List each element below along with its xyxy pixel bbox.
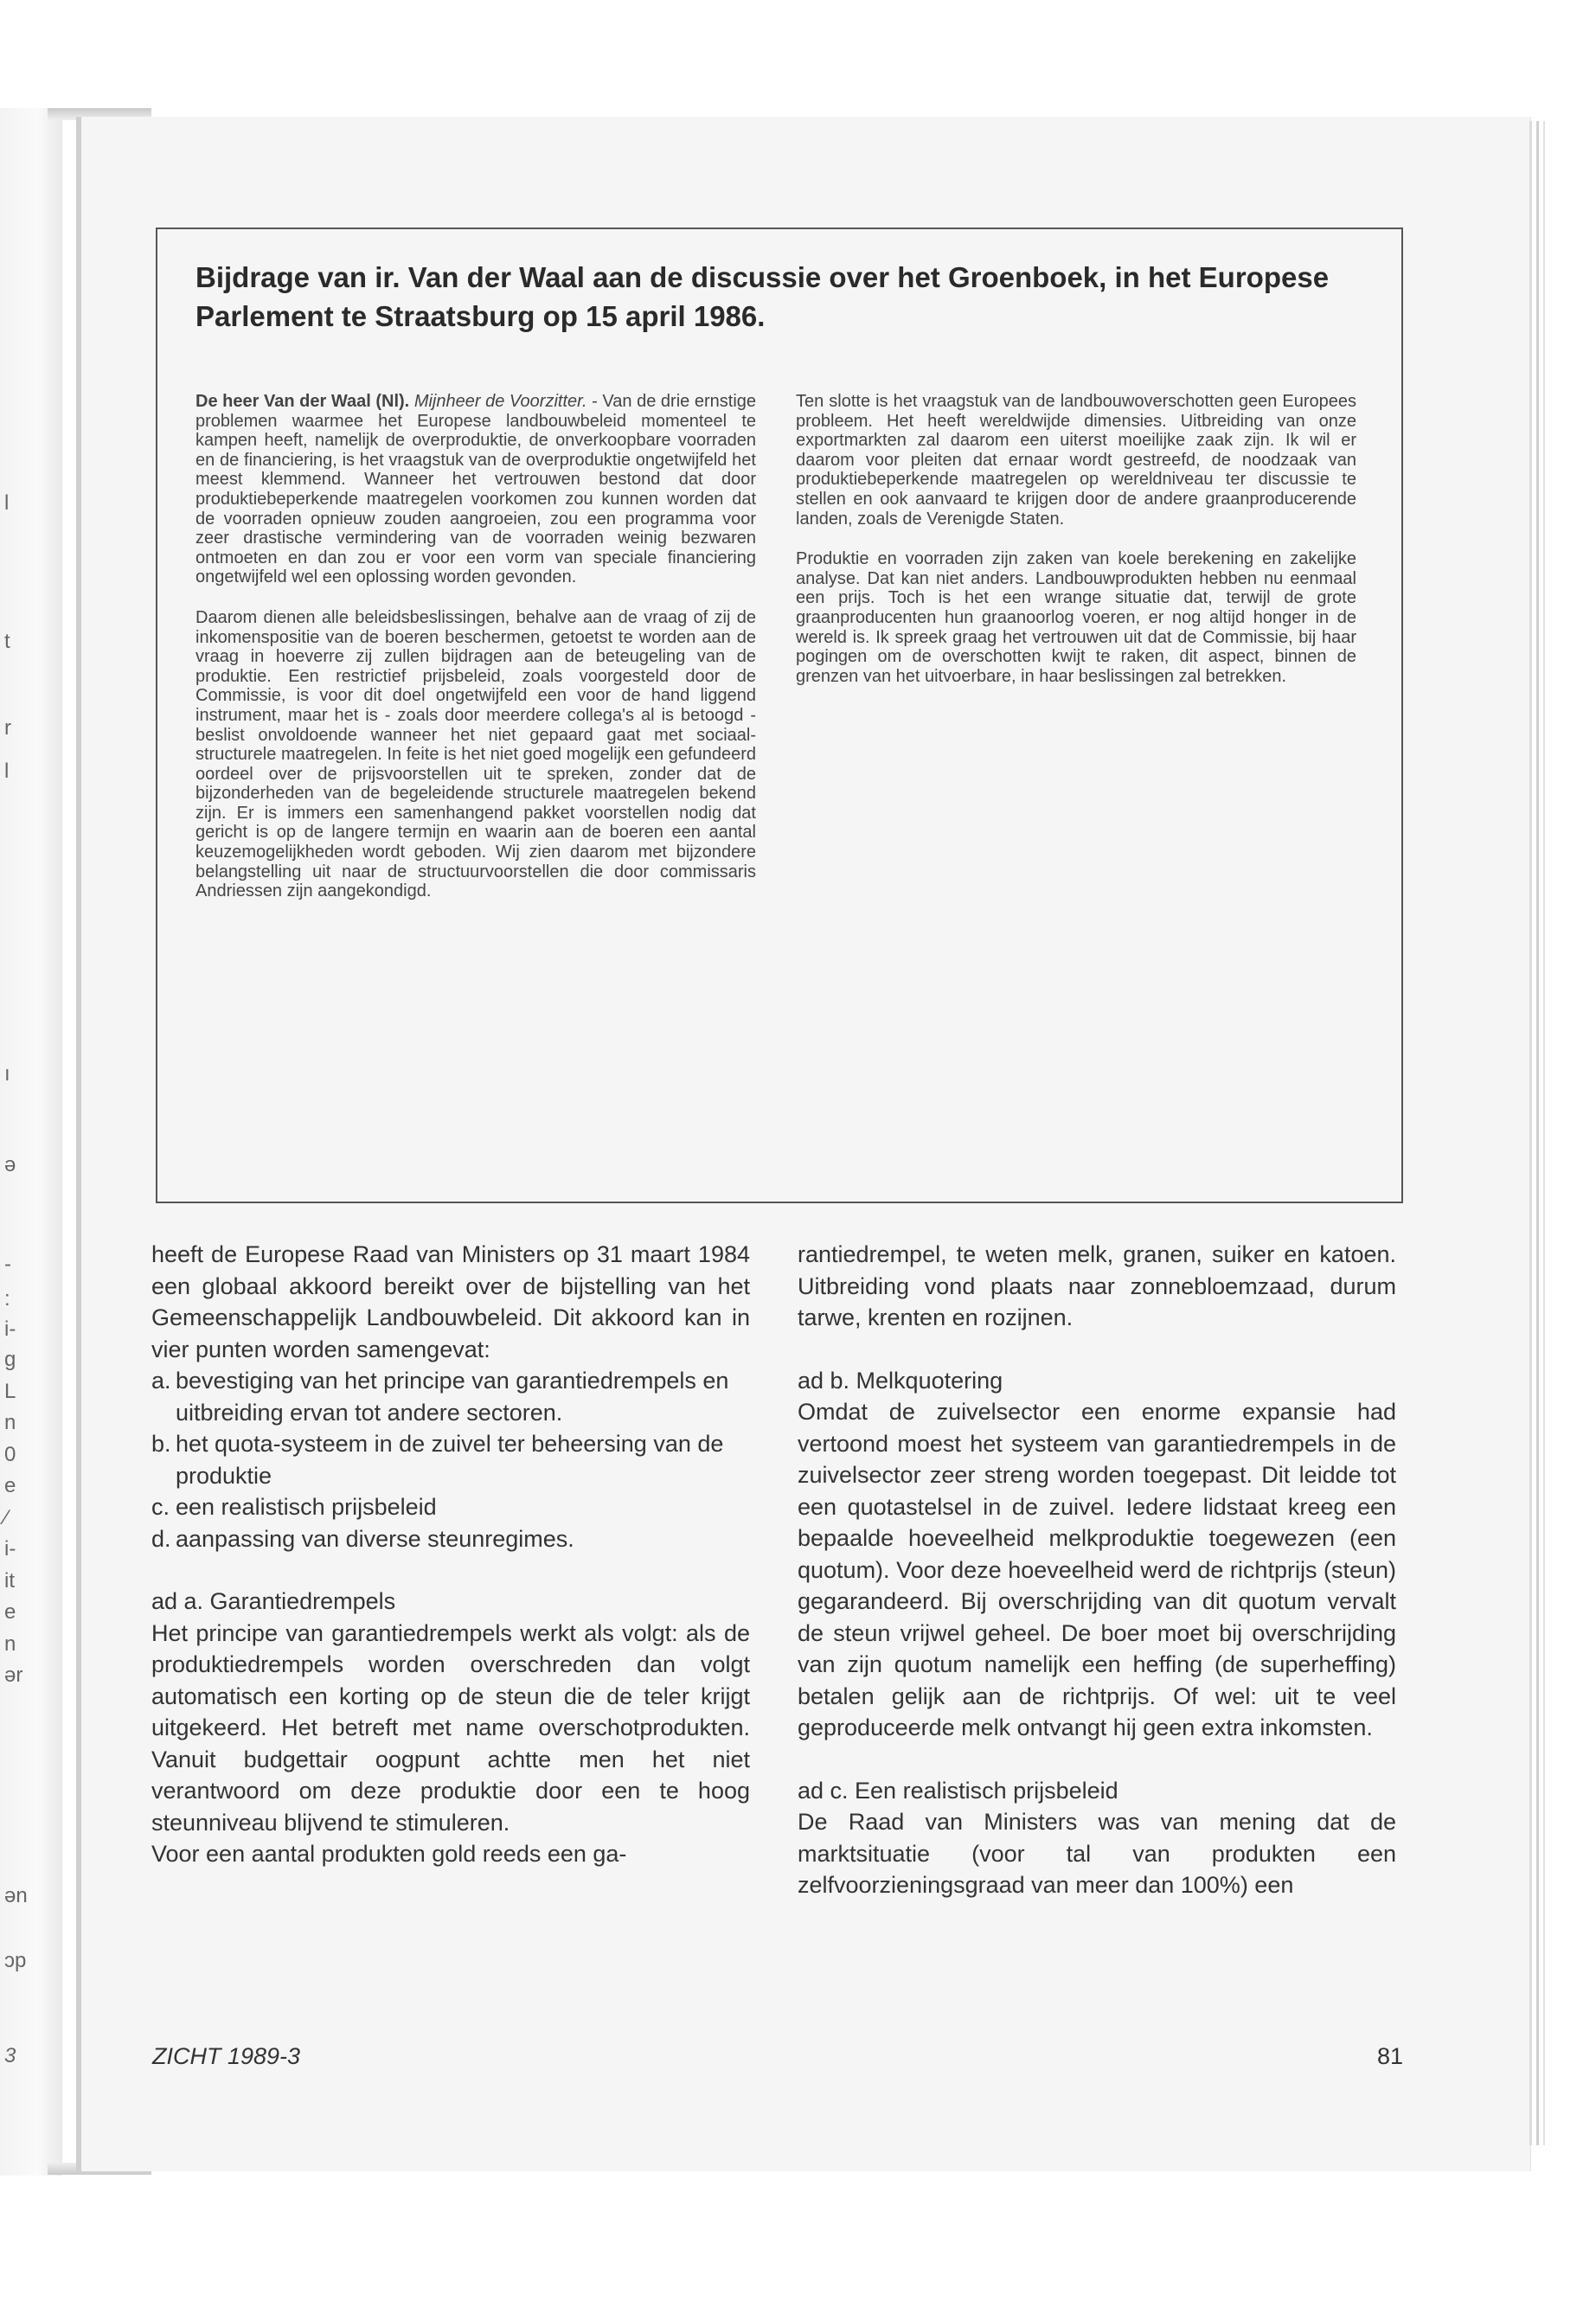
list-marker: b.: [151, 1431, 171, 1457]
speech-paragraph: [195, 392, 756, 587]
list-item: [151, 1365, 750, 1428]
section-text-ad-a: Het principe van garantiedrempels werkt als volgt: als de produktiedrempels worden overschreden dan volgt automatisch een korting op de steun die de teler krijgt uitgekeerd. Het betreft met name overschotprodukten. Vanuit budgettair oogpunt achtte men het niet verantwoord om deze produktie door een te hoog steunniveau blijvend te stimuleren.: [151, 1619, 750, 1836]
fragment: r: [4, 716, 11, 740]
journal-footer: ZICHT 1989-3: [152, 2043, 301, 2069]
fragment: ı: [4, 1062, 10, 1086]
fragment: e: [4, 1474, 16, 1497]
speech-column-right: [796, 392, 1356, 707]
spacer: [151, 1554, 750, 1586]
section-text-ad-b: Omdat de zuivelsector een enorme expansie had vertoond moest het systeem van garantiedrempels in de zuivelsector zeer streng worden toegepast. Dit leidde tot een quotastelsel in de zuivel. Iedere lidstaat kreeg een bepaalde hoeveelheid melkproduktie toegewezen (een quotum). Voor deze hoeveelheid werd de richtprijs (steun) gegarandeerd. Bij overschrijding van dit quotum vervalt de steun vrijwel geheel. De boer moet bij overschrijding van zijn quotum namelijk een heffing (de superheffing) betalen gelijk aan de richtprijs. Of wel: uit te veel geproduceerde melk ontvangt hij geen extra inkomsten.: [798, 1399, 1396, 1740]
speech-column-left: [195, 392, 756, 922]
fragment: 0: [4, 1443, 16, 1466]
speaker-name: De heer Van der Waal (Nl).: [195, 392, 410, 411]
fragment: e: [4, 1600, 16, 1624]
section-text-ad-a-continued-right: rantiedrempel, te weten melk, granen, suiker en katoen. Uitbreiding vond plaats naar zonnebloemzaad, durum tarwe, krenten en rozijnen.: [798, 1241, 1396, 1330]
page-number: 81: [1377, 2043, 1404, 2069]
agreement-points-list: [151, 1365, 750, 1554]
speech-paragraph: Ten slotte is het vraagstuk van de landbouwoverschotten geen Europees probleem. Het heeft wereldwijde dimensies. Uitbreiding van onze exportmarkten zal daarom een uiterst moeilijke zaak zijn. Ik wil er daarom voor pleiten dat ernaar wordt gestreefd, de noodzaak van produktiebeperkende maatregelen op wereldniveau ter discussie te stellen en ook aanvaard te krijgen door de andere graanproducerende landen, zoals de Verenigde Staten.: [796, 392, 1356, 529]
speaker-address: Mijnheer de Voorzitter.: [413, 392, 587, 411]
speech-box-title: Bijdrage van ir. Van der Waal aan de discussie over het Groenboek, in het Europese Parlement te Straatsburg op 15 april 1986.: [195, 261, 1330, 332]
list-marker: d.: [151, 1525, 171, 1552]
list-marker: a.: [151, 1368, 171, 1394]
section-text-ad-c: De Raad van Ministers was van mening dat de marktsituatie (voor tal van produkten een zelfvoorzieningsgraad van meer dan 100%) een: [798, 1809, 1396, 1898]
fragment: :: [4, 1287, 10, 1311]
list-item: [151, 1523, 750, 1555]
article-column-right: [798, 1239, 1396, 1901]
list-item-text: een realistisch prijsbeleid: [176, 1494, 437, 1520]
fragment: ɔp: [4, 1949, 27, 1972]
fragment: ə: [4, 1153, 16, 1176]
article-intro: heeft de Europese Raad van Ministers op 31 maart 1984 een globaal akkoord bereikt over de bijstelling van het Gemeenschappelijk Landbouwbeleid. Dit akkoord kan in vier punten worden samengevat:: [151, 1241, 750, 1362]
speech-text: - Van de drie ernstige problemen waarmee het Europese landbouwbeleid momenteel te kampen heeft, namelijk de overproduktie, de onverkoopbare voorraden en de financiering, is het vraagstuk van de overproduktie ongetwijfeld het meest klemmend. Wanneer het vertrouwen bestond dat door produktiebeperkende maatregelen voorkomen zou kunnen worden dat de voorraden opnieuw zouden aangroeien, zou een programma voor zeer drastische vermindering van de voorraden weinig bezwaren ontmoeten en dan zou er voor een vorm van speciale financiering ongetwijfeld wel een oplossing worden gevonden.: [195, 392, 757, 587]
fragment: l: [4, 760, 10, 783]
fragment: 3: [4, 2044, 16, 2067]
fragment: i-: [4, 1537, 16, 1561]
article-column-left: [151, 1239, 750, 1870]
fragment: L: [4, 1380, 16, 1403]
fragment: n: [4, 1411, 16, 1434]
fragment: ⁄: [4, 1506, 9, 1529]
fragment: ər: [4, 1663, 23, 1687]
fragment: it: [4, 1569, 15, 1593]
section-text-ad-a-continued: Voor een aantal produkten gold reeds een ga-: [151, 1841, 627, 1867]
fragment: n: [4, 1632, 16, 1656]
fragment: ən: [4, 1884, 28, 1907]
spacer: [798, 1334, 1396, 1365]
adjacent-page-fragments: [0, 0, 35, 2301]
page-edge: [1543, 121, 1545, 2145]
fragment: l: [4, 491, 10, 515]
list-item: [151, 1491, 750, 1523]
list-item-text: bevestiging van het principe van garantiedrempels en uitbreiding ervan tot andere sectoren.: [176, 1368, 729, 1426]
speech-paragraph: Daarom dienen alle beleidsbeslissingen, behalve aan de vraag of zij de inkomenspositie van de boeren beschermen, getoetst te worden aan de vraag in hoeverre zij zullen bijdragen aan de beteugeling van de produktie. Een restrictief prijsbeleid, zoals voorgesteld door de Commissie, is voor dit doel ongetwijfeld een voor de hand liggend instrument, maar het is - zoals door meerdere collega's al is betoogd - beslist onvoldoende wanneer het niet gepaard gaat met sociaal-structurele maatregelen. In feite is het niet goed mogelijk een gefundeerd oordeel over de prijsvoorstellen uit te spreken, zonder dat de bijzonderheden van de begeleidende structurele maatregelen bekend zijn. Er is immers een samenhangend pakket voorstellen nodig dat gericht is op de langere termijn en waarin aan de boeren een aantal keuzemogelijkheden wordt geboden. Wij zien daarom met bijzondere belangstelling uit naar de structuurvoorstellen die door commissaris Andriessen zijn aangekondigd.: [195, 607, 756, 901]
section-heading-ad-a: ad a. Garantiedrempels: [151, 1588, 396, 1614]
list-item: [151, 1428, 750, 1491]
page-edge: [1536, 121, 1539, 2145]
section-heading-ad-c: ad c. Een realistisch prijsbeleid: [798, 1777, 1118, 1804]
list-item-text: aanpassing van diverse steunregimes.: [176, 1525, 574, 1552]
fragment: g: [4, 1348, 16, 1371]
list-item-text: het quota-systeem in de zuivel ter beheersing van de produktie: [176, 1431, 724, 1489]
spacer: [798, 1744, 1396, 1775]
list-marker: c.: [151, 1494, 170, 1520]
section-heading-ad-b: ad b. Melkquotering: [798, 1367, 1003, 1394]
fragment: t: [4, 630, 10, 653]
page-edge: [1529, 121, 1532, 2145]
speech-paragraph: Produktie en voorraden zijn zaken van koele berekening en zakelijke analyse. Dat kan niet anders. Landbouwprodukten hebben nu eenmaal een prijs. Toch is het een wrange situatie dat, terwijl de grote graanproducenten hun graanoorlog voeren, er nog altijd honger in de wereld is. Ik spreek graag het vertrouwen uit dat de Commissie, bij haar pogingen om de overschotten kwijt te raken, dit aspect, binnen de grenzen van het uitvoerbare, in haar beslissingen zal betrekken.: [796, 549, 1356, 686]
fragment: i-: [4, 1317, 16, 1341]
fragment: -: [4, 1253, 11, 1276]
